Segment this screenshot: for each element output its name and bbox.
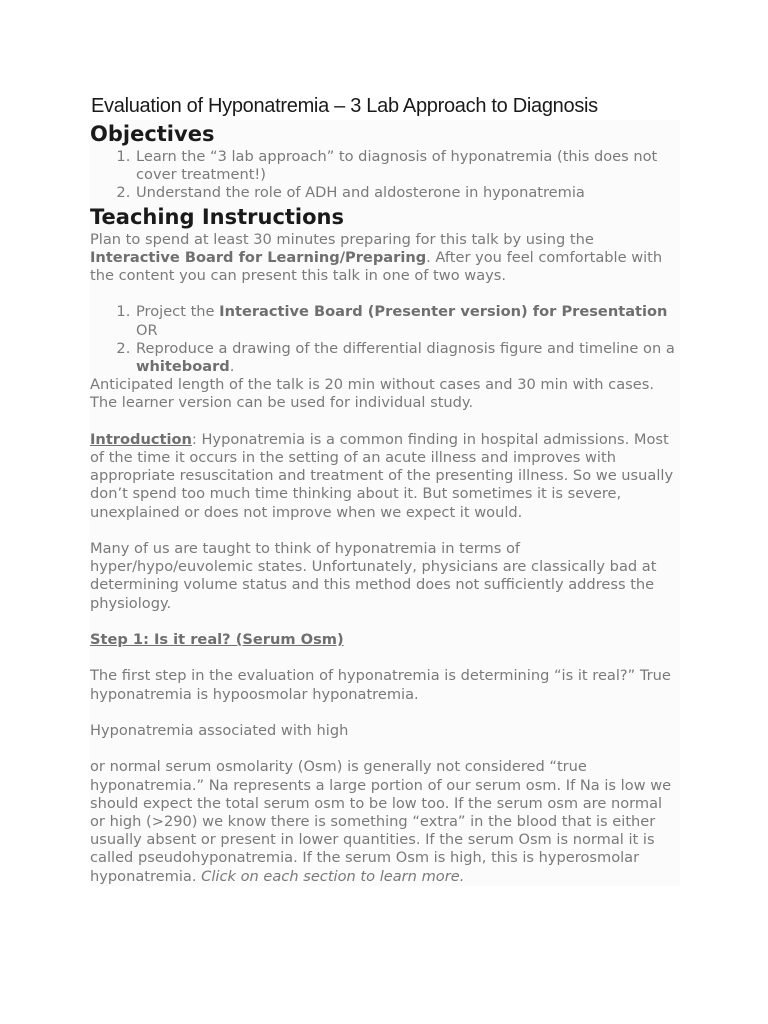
objectives-list [90, 148, 680, 203]
click-section-hint: Click on each section to learn more. [201, 867, 465, 885]
step1-paragraph: Hyponatremia associated with high [90, 722, 349, 739]
objective-item: 2. Understand the role of ADH and aldosterone in hyponatremia [135, 184, 680, 202]
objectives-heading: Objectives [90, 122, 215, 146]
presentation-options-list [90, 303, 680, 376]
teaching-instructions-heading: Teaching Instructions [90, 204, 345, 229]
document-title: Evaluation of Hyponatremia – 3 Lab Approach to Diagnosis [91, 95, 598, 117]
objective-item: 1. Learn the “3 lab approach” to diagnosis of hyponatremia (this does not cover treatment!) [135, 148, 680, 184]
presentation-option: 2. Reproduce a drawing of the differential diagnosis figure and timeline on a whiteboard. [135, 340, 680, 376]
introduction-paragraph: Introduction: Hyponatremia is a common finding in hospital admissions. Most of the time it occurs in the setting of an acute illness and improves with appropriate resuscitation and treatment of the presenting illness. So we usually don’t spend too much time thinking about it. But sometimes it is severe, unexplained or does not improve when we expect it would. [90, 430, 674, 521]
step1-heading: Step 1: Is it real? (Serum Osm) [90, 631, 344, 649]
whiteboard-text: whiteboard [136, 358, 230, 376]
step1-osm-paragraph: or normal serum osmolarity (Osm) is generally not considered “true hyponatremia.” Na represents a large portion of our serum osm. If Na is low we should expect the total serum osm to be low too. If the serum osm are normal or high (>290) we know there is something “extra” in the blood that is either usually absent or present in lower quantities. If the serum Osm is normal it is called pseudohyponatremia. If the serum Osm is high, this is hyperosmolar hyponatremia. Click on each section to learn more. [90, 758, 672, 885]
document-body [90, 120, 680, 886]
teaching-intro: Plan to spend at least 30 minutes preparing for this talk by using the Interactive Board for Learning/Preparing. After you feel comfortable with the content you can present this talk in one of two ways. [90, 230, 663, 285]
step1-paragraph: The first step in the evaluation of hyponatremia is determining “is it real?” True hyponatremia is hypoosmolar hyponatremia. [90, 667, 671, 703]
interactive-board-presenter-link: Interactive Board (Presenter version) for Presentation [219, 303, 668, 321]
talk-length-note: Anticipated length of the talk is 20 min without cases and 30 min with cases. The learner version can be used for individual study. [90, 376, 654, 412]
interactive-board-learning-link: Interactive Board for Learning/Preparing [90, 248, 427, 266]
presentation-option: 1. Project the Interactive Board (Presenter version) for Presentation OR [135, 303, 680, 339]
introduction-label: Introduction [90, 430, 192, 448]
volume-status-paragraph: Many of us are taught to think of hyponatremia in terms of hyper/hypo/euvolemic states. Unfortunately, physicians are classically bad at determining volume status and this method does not sufficiently address the physiology. [90, 540, 657, 612]
